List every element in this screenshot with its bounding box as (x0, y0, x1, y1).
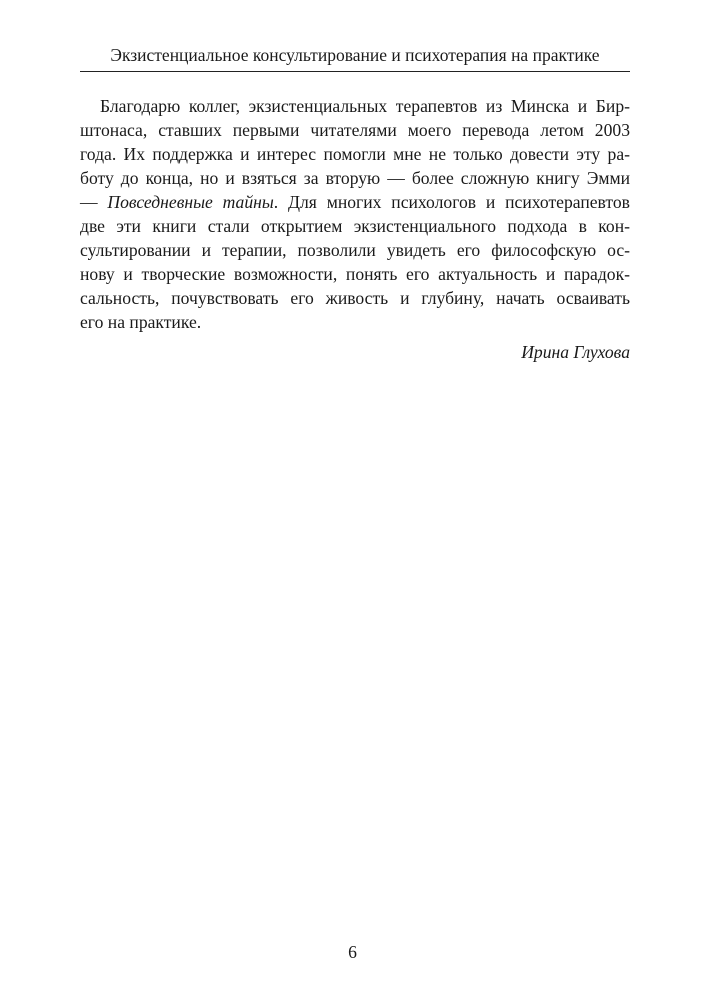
paragraph-line: года. Их поддержка и интерес помогли мне не только довести эту ра- (80, 144, 630, 164)
line-continuation: . Для многих психологов и психотерапевтов (273, 192, 630, 212)
book-title-italic: Повседневные тайны (107, 192, 274, 212)
page-number: 6 (348, 942, 357, 962)
line-lead-dash: — (80, 192, 108, 212)
paragraph-line: две эти книги стали открытием экзистенциального подхода в кон- (80, 216, 630, 236)
paragraph-line: штонаса, ставших первыми читателями моего перевода летом 2003 (80, 120, 630, 140)
paragraph-line: сальность, почувствовать его живость и глубину, начать осваивать (80, 288, 630, 308)
author-signature: Ирина Глухова (521, 342, 630, 362)
paragraph-line: боту до конца, но и взяться за вторую — более сложную книгу Эмми (80, 168, 630, 188)
running-header: Экзистенциальное консультирование и психотерапия на практике (110, 45, 600, 65)
paragraph-line (80, 190, 630, 214)
paragraph-line: сультировании и терапии, позволили увидеть его философскую ос- (80, 240, 630, 260)
body-paragraph (80, 94, 630, 334)
paragraph-line: нову и творческие возможности, понять его актуальность и парадок- (80, 264, 630, 284)
header-rule (80, 71, 630, 72)
paragraph-line: его на практике. (80, 312, 202, 332)
paragraph-line: Благодарю коллег, экзистенциальных терапевтов из Минска и Бир- (100, 96, 630, 116)
